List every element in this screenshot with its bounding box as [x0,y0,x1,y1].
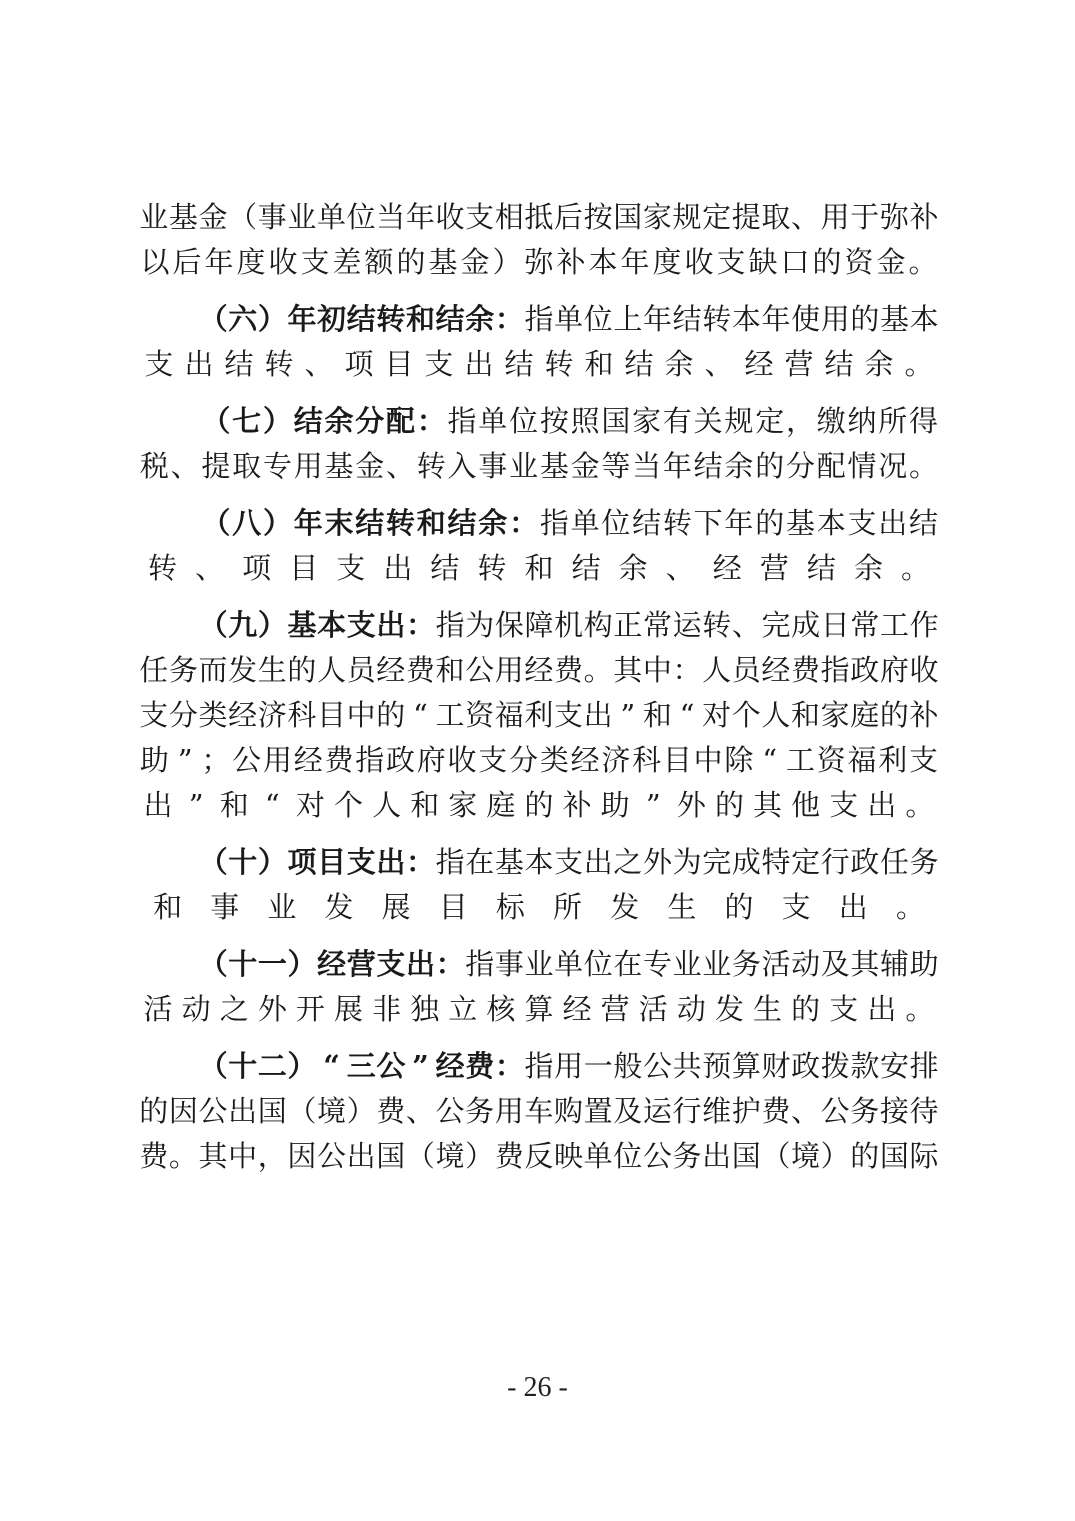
text-line: 支 出 结 转 、 项 目 支 出 结 转 和 结 余 、 经 营 结 余 。 [144,347,934,381]
text-line: 和 事 业 发 展 目 标 所 发 生 的 支 出 。 [153,890,925,924]
paragraph [139,195,939,285]
paragraph [139,501,939,591]
text-line: （ 九 ） 基 本 支 出 ： 指 为 保 障 机 构 正 常 运 转 、 完 成 日 常 工 作 [198,608,939,642]
text-line: （ 六 ） 年 初 结 转 和 结 余 ： 指 单 位 上 年 结 转 本 年 使 用 的 基 本 [198,302,939,336]
text-line: 业 基 金 （ 事 业 单 位 当 年 收 支 相 抵 后 按 国 家 规 定 提 取 、 用 于 弥 补 [139,200,939,234]
text-line: 转 、 项 目 支 出 结 转 和 结 余 、 经 营 结 余 。 [148,551,931,585]
text-line: （ 七 ） 结 余 分 配 ： 指 单 位 按 照 国 家 有 关 规 定 ， 缴 纳 所 得 [201,404,939,438]
paragraph [139,942,939,1032]
paragraph [139,603,939,828]
text-line: 以 后 年 度 收 支 差 额 的 基 金 ） 弥 补 本 年 度 收 支 缺 口 的 资 金 。 [140,245,938,279]
text-line: 支 分 类 经 济 科 目 中 的 “ 工 资 福 利 支 出 ” 和 “ 对 个 人 和 家 庭 的 补 [139,698,939,732]
paragraph [139,297,939,387]
text-line: （ 十 二 ） “ 三 公 ” 经 费 ： 指 用 一 般 公 共 预 算 财 政 拨 款 安 排 [198,1049,939,1083]
paragraph [139,399,939,489]
text-line: 助 ” ； 公 用 经 费 指 政 府 收 支 分 类 经 济 科 目 中 除 “ 工 资 福 利 支 [139,743,939,777]
text-line: 税 、 提 取 专 用 基 金 、 转 入 事 业 基 金 等 当 年 结 余 的 分 配 情 况 。 [139,449,939,483]
text-line: （ 十 一 ） 经 营 支 出 ： 指 事 业 单 位 在 专 业 业 务 活 动 及 其 辅 助 [198,947,939,981]
text-line: 活 动 之 外 开 展 非 独 立 核 算 经 营 活 动 发 生 的 支 出 。 [143,992,935,1026]
paragraph [139,840,939,930]
text-line: 任 务 而 发 生 的 人 员 经 费 和 公 用 经 费 。 其 中 ： 人 员 经 费 指 政 府 收 [139,653,939,687]
text-line: 出 ” 和 “ 对 个 人 和 家 庭 的 补 助 ” 外 的 其 他 支 出 。 [143,788,935,822]
paragraph [139,1044,939,1179]
text-line: 费 。 其 中 ， 因 公 出 国 （ 境 ） 费 反 映 单 位 公 务 出 国 （ 境 ） 的 国 际 [139,1139,939,1173]
text-line: （ 八 ） 年 末 结 转 和 结 余 ： 指 单 位 结 转 下 年 的 基 本 支 出 结 [201,506,939,540]
page-number: - 26 - [507,1372,568,1403]
text-line: 的 因 公 出 国 （ 境 ） 费 、 公 务 用 车 购 置 及 运 行 维 护 费 、 公 务 接 待 [139,1094,939,1128]
document-body [139,195,939,1179]
text-line: （ 十 ） 项 目 支 出 ： 指 在 基 本 支 出 之 外 为 完 成 特 定 行 政 任 务 [198,845,939,879]
